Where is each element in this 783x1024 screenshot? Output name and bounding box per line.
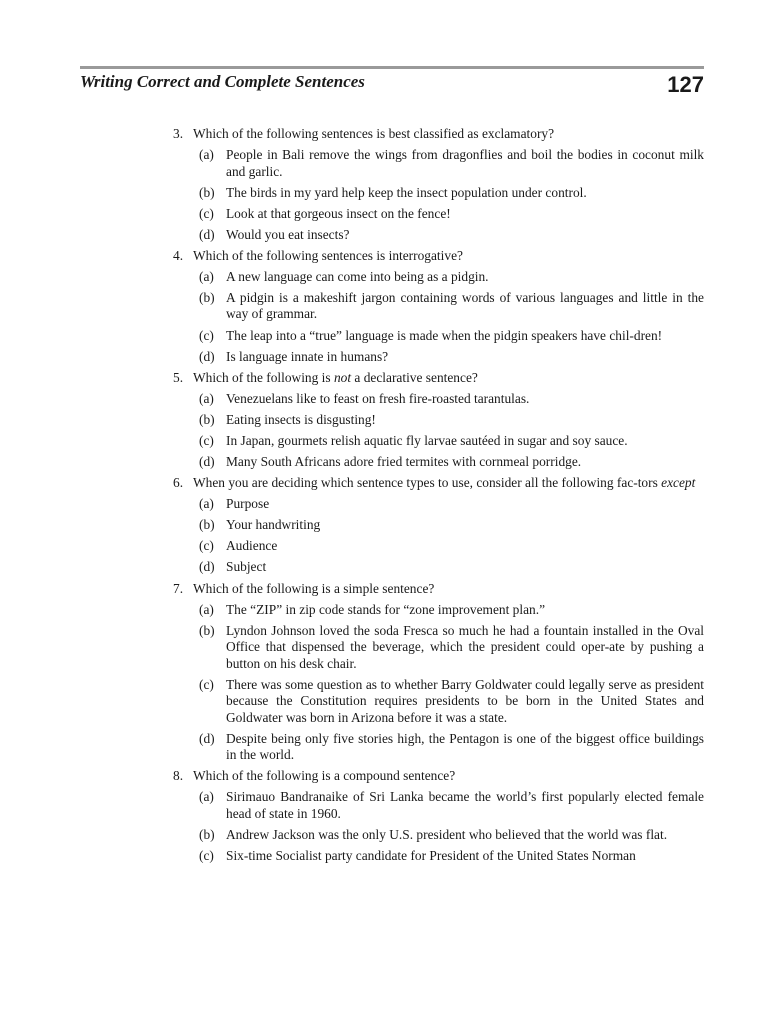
running-header [80, 70, 704, 100]
option-item [193, 227, 704, 244]
option-item [193, 185, 704, 202]
option-list [193, 147, 704, 243]
question-text-part: a declarative sentence? [351, 369, 478, 385]
page-number: 127 [667, 72, 704, 97]
question-5 [173, 370, 704, 471]
option-item [193, 623, 704, 673]
option-list [193, 391, 704, 471]
option-list [193, 602, 704, 764]
option-text: People in Bali remove the wings from dragonflies and boil the bodies in coconut milk and garlic. [226, 147, 704, 179]
option-text: Subject [226, 559, 267, 575]
question-text-emphasis: not [333, 369, 352, 385]
option-item [193, 349, 704, 366]
option-label: (c) [199, 432, 214, 448]
question-number: 3. [173, 126, 184, 141]
option-text: A pidgin is a makeshift jargon containing words of various languages and little in the way of grammar. [226, 289, 704, 322]
option-text: Purpose [226, 496, 270, 512]
option-label: (d) [199, 226, 215, 242]
option-item [193, 391, 704, 408]
question-text-part: Which of the following is [193, 369, 334, 385]
question-3 [173, 126, 704, 243]
question-number: 4. [173, 247, 184, 263]
option-label: (a) [199, 268, 214, 284]
question-text: Which of the following sentences is interrogative? [193, 247, 463, 263]
question-text-part: When you are deciding which sentence types to use, consider all the following fac-tors [193, 475, 662, 491]
option-item [193, 827, 704, 844]
option-text: The “ZIP” in zip code stands for “zone improvement plan.” [226, 601, 546, 617]
option-label: (d) [199, 559, 215, 575]
option-item [193, 206, 704, 223]
option-text: Six-time Socialist party candidate for President of the United States Norman [226, 848, 636, 864]
option-text: The birds in my yard help keep the insect population under control. [226, 184, 587, 200]
question-number: 6. [173, 475, 184, 491]
option-text: Andrew Jackson was the only U.S. president who believed that the world was flat. [226, 826, 668, 842]
option-label: (a) [199, 789, 214, 805]
option-label: (b) [199, 622, 215, 638]
option-item [193, 328, 704, 345]
option-text: Despite being only five stories high, the Pentagon is one of the biggest office buildings in the world. [226, 730, 704, 763]
option-label: (b) [199, 826, 215, 842]
option-text: Many South Africans adore fried termites with cornmeal porridge. [226, 454, 582, 470]
question-text: Which of the following is a simple sentence? [193, 580, 435, 596]
option-item [193, 538, 704, 555]
option-item [193, 731, 704, 764]
option-text: Would you eat insects? [226, 226, 350, 242]
option-text: There was some question as to whether Barry Goldwater could legally serve as president because the Constitution requires presidents to be born in the United States and Goldwater was born in Arizona before it was a state. [226, 676, 704, 725]
option-text: Your handwriting [226, 517, 321, 533]
option-item [193, 789, 704, 822]
option-item [193, 412, 704, 429]
option-item [193, 848, 704, 865]
question-number: 5. [173, 369, 184, 385]
question-7 [173, 581, 704, 764]
option-text: Audience [226, 538, 278, 554]
option-label: (d) [199, 730, 215, 746]
question-number: 8. [173, 768, 184, 784]
option-label: (b) [199, 289, 215, 305]
option-label: (d) [199, 348, 215, 364]
option-text: The leap into a “true” language is made when the pidgin speakers have chil-dren! [226, 327, 663, 343]
option-label: (b) [199, 184, 215, 200]
option-label: (a) [199, 601, 214, 617]
option-text: Look at that gorgeous insect on the fence! [226, 205, 451, 221]
option-item [193, 677, 704, 727]
option-label: (a) [199, 496, 214, 512]
option-item [193, 559, 704, 576]
question-text: Which of the following is a compound sentence? [193, 768, 456, 784]
header-rule [80, 66, 704, 69]
option-label: (c) [199, 205, 214, 221]
question-text-emphasis: except [661, 475, 696, 491]
question-text [193, 475, 704, 492]
option-text: Venezuelans like to feast on fresh fire-roasted tarantulas. [226, 390, 530, 406]
option-label: (c) [199, 538, 214, 554]
option-label: (b) [199, 517, 215, 533]
option-item [193, 290, 704, 323]
option-item [193, 147, 704, 180]
option-list [193, 269, 704, 365]
option-label: (a) [199, 390, 214, 406]
option-text: Eating insects is disgusting! [226, 411, 376, 427]
option-label: (c) [199, 676, 214, 692]
option-item [193, 602, 704, 619]
option-label: (c) [199, 848, 214, 864]
option-label: (b) [199, 411, 215, 427]
chapter-title: Writing Correct and Complete Sentences [80, 72, 365, 91]
option-text: In Japan, gourmets relish aquatic fly larvae sautéed in sugar and soy sauce. [226, 432, 628, 448]
option-label: (c) [199, 327, 214, 343]
option-text: Lyndon Johnson loved the soda Fresca so much he had a fountain installed in the Oval Office that dispensed the beverage, which the president could oper-ate by pushing a button on his desk chair. [226, 622, 704, 671]
question-number: 7. [173, 580, 184, 596]
option-label: (a) [199, 147, 214, 162]
option-text: A new language can come into being as a pidgin. [226, 268, 489, 284]
question-6 [173, 475, 704, 576]
option-text: Is language innate in humans? [226, 348, 389, 364]
option-item [193, 517, 704, 534]
question-4 [173, 248, 704, 365]
option-label: (d) [199, 454, 215, 470]
option-item [193, 433, 704, 450]
option-item [193, 454, 704, 471]
option-list [193, 789, 704, 864]
question-8 [173, 768, 704, 864]
option-item [193, 269, 704, 286]
question-text [193, 370, 704, 387]
option-list [193, 496, 704, 576]
question-list [173, 126, 704, 869]
option-text: Sirimauo Bandranaike of Sri Lanka became the world’s first popularly elected female head of state in 1960. [226, 789, 704, 821]
question-text: Which of the following sentences is best classified as exclamatory? [193, 126, 555, 141]
option-item [193, 496, 704, 513]
